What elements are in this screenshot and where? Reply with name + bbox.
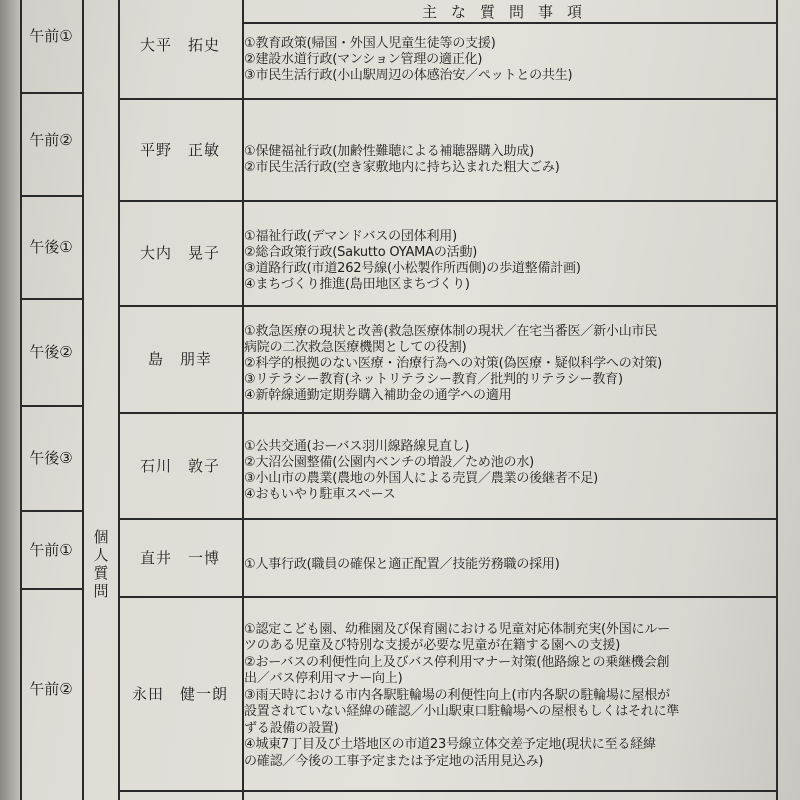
topic-item: ②大沼公園整備(公園内ベンチの増設／ため池の水) xyxy=(244,455,534,470)
topic-list xyxy=(244,220,774,302)
topic-item: ②おーバスの利便性向上及びバス停利用マナー対策(他路線との乗継機会創 xyxy=(244,654,670,670)
topic-item: ツのある児童及び特別な支援が必要な児童が在籍する園への支援) xyxy=(244,638,621,654)
topic-list xyxy=(244,430,774,512)
topic-item: 設置されていない経緯の確認／小山駅東口駐輪場への屋根もしくはそれに準 xyxy=(244,704,680,720)
session-time: 午後② xyxy=(29,343,73,361)
topic-item: ④城東7丁目及び土塔地区の市道23号線立体交差予定地(現状に至る経緯 xyxy=(244,737,656,753)
topic-item: ②総合政策行政(Sakutto OYAMAの活動) xyxy=(244,245,478,260)
speaker-name: 石川 敦子 xyxy=(139,456,220,475)
session-time: 午前① xyxy=(29,540,73,559)
speaker-name: 大内 晃子 xyxy=(139,244,220,262)
topic-item: ①保健福祉行政(加齢性難聴による補聴器購入助成) xyxy=(244,144,534,159)
session-time: 午前② xyxy=(29,131,73,149)
topic-item: ①公共交通(おーバス羽川線路線見直し) xyxy=(244,439,470,454)
topic-item: ④新幹線通勤定期券購入補助金の通学への適用 xyxy=(244,388,512,403)
topic-item: ①認定こども園、幼稚園及び保育園における児童対応体制充実(外国にルー xyxy=(244,621,670,637)
page-edge-shadow xyxy=(0,0,20,800)
session-time: 午前① xyxy=(29,26,73,45)
topic-list xyxy=(244,28,774,92)
grid-line xyxy=(242,22,776,24)
speaker-name: 大平 拓史 xyxy=(139,35,220,54)
speaker-name: 永田 健一朗 xyxy=(131,684,228,703)
topic-item: ③市民生活行政(小山駅周辺の体感治安／ペットとの共生) xyxy=(244,68,573,83)
topic-list xyxy=(244,318,774,410)
speaker-name: 平野 正敏 xyxy=(139,140,220,159)
topic-item: ①教育政策(帰国・外国人児童生徒等の支援) xyxy=(244,36,496,51)
topic-item: ②科学的根拠のない医療・治療行為への対策(偽医療・疑似科学への対策) xyxy=(244,356,662,371)
topic-item: ④おもいやり駐車スペース xyxy=(244,487,396,502)
topic-item: ③リテラシー教育(ネットリテラシー教育／批判的リテラシー教育) xyxy=(244,372,623,387)
topic-item: の確認／今後の工事予定または予定地の活用見込み) xyxy=(244,753,544,769)
topic-list xyxy=(244,540,774,590)
speaker-name: 島 朋幸 xyxy=(147,350,212,368)
topic-item: ③雨天時における市内各駅駐輪場の利便性向上(市内各駅の駐輪場に屋根が xyxy=(244,687,670,703)
topic-list xyxy=(244,128,774,192)
topic-item: ①福祉行政(デマンドバスの団体利用) xyxy=(244,229,457,244)
topic-item: ①救急医療の現状と改善(救急医療体制の現状／在宅当番医／新小山市民 xyxy=(244,324,658,339)
topic-item: ③道路行政(市道262号線(小松製作所西側)の歩道整備計画) xyxy=(244,261,581,276)
grid-line xyxy=(82,0,84,800)
topic-item: 病院の二次救急医療機関としての役割) xyxy=(244,340,467,355)
topic-item: 出／バス停利用マナー向上) xyxy=(244,671,403,687)
topic-item: ④まちづくり推進(島田地区まちづくり) xyxy=(244,277,470,292)
topic-item: ③小山市の農業(農地の外国人による売買／農業の後継者不足) xyxy=(244,471,598,486)
grid-line xyxy=(118,790,776,792)
topic-list xyxy=(244,608,774,784)
topic-item: ②市民生活行政(空き家敷地内に持ち込まれた粗大ごみ) xyxy=(244,160,560,175)
category-label: 個人質問 xyxy=(91,529,110,601)
session-time: 午前② xyxy=(29,679,73,698)
topic-item: ずる設備の設置) xyxy=(244,720,339,736)
column-header-title: 主な質問事項 xyxy=(421,2,596,21)
speaker-name: 直井 一博 xyxy=(139,548,220,567)
session-time: 午後③ xyxy=(29,449,73,467)
topic-item: ②建設水道行政(マンション管理の適正化) xyxy=(244,52,483,67)
grid-line xyxy=(776,0,778,800)
session-time: 午後① xyxy=(29,238,73,256)
topic-item: ①人事行政(職員の確保と適正配置／技能労務職の採用) xyxy=(244,557,560,572)
